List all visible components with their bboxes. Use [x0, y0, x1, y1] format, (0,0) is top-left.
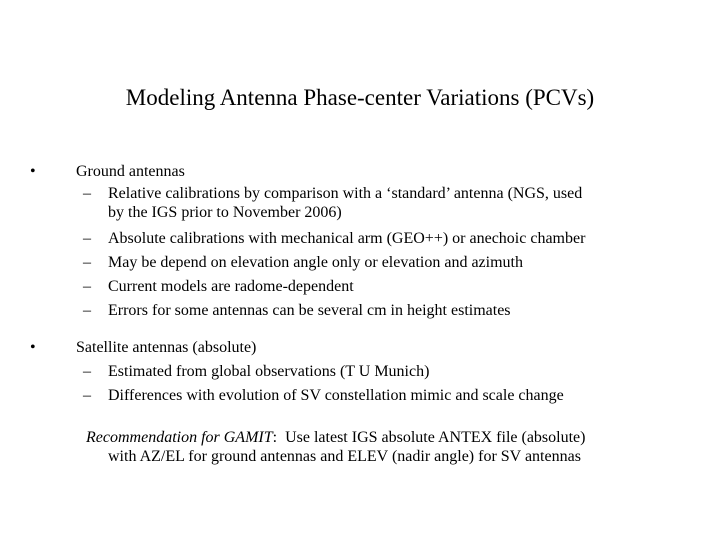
sub-item-text: Differences with evolution of SV constellation mimic and scale change — [108, 387, 564, 404]
sub-list — [30, 360, 700, 408]
sub-item-text: Errors for some antennas can be several cm in height estimates — [108, 302, 511, 319]
bullet-satellite-antennas — [30, 336, 700, 408]
bullet-text: Satellite antennas (absolute) — [76, 339, 257, 356]
bullet-marker: • — [30, 163, 36, 180]
bullet-row — [30, 160, 700, 184]
slide-title: Modeling Antenna Phase-center Variations (PCVs) — [125, 85, 595, 110]
bullet-ground-antennas — [30, 160, 700, 323]
dash-marker: – — [83, 278, 91, 295]
sub-item-text: Relative calibrations by comparison with a ‘standard’ antenna (NGS, used — [108, 185, 583, 202]
note-label: Recommendation for GAMIT — [86, 429, 273, 446]
dash-marker: – — [83, 185, 91, 202]
sub-list — [30, 184, 700, 323]
sub-item-text: by the IGS prior to November 2006) — [108, 204, 342, 221]
sub-item — [30, 360, 700, 384]
sub-item-text: Absolute calibrations with mechanical arm (GEO++) or anechoic chamber — [108, 230, 586, 247]
sub-item — [30, 227, 700, 251]
sub-item — [30, 275, 700, 299]
dash-marker: – — [83, 387, 91, 404]
dash-marker: – — [83, 230, 91, 247]
sub-item-text: Current models are radome-dependent — [108, 278, 354, 295]
note-text-2: with AZ/EL for ground antennas and ELEV (nadir angle) for SV antennas — [108, 448, 581, 465]
recommendation-note — [86, 428, 706, 466]
dash-marker: – — [83, 363, 91, 380]
bullet-text: Ground antennas — [76, 163, 185, 180]
note-line-1 — [86, 428, 706, 447]
sub-item — [30, 299, 700, 323]
sub-item-text: May be depend on elevation angle only or elevation and azimuth — [108, 254, 523, 271]
bullet-row — [30, 336, 700, 360]
sub-item — [30, 384, 700, 408]
dash-marker: – — [83, 302, 91, 319]
bullet-marker: • — [30, 339, 36, 356]
note-separator: : — [272, 429, 278, 446]
dash-marker: – — [83, 254, 91, 271]
sub-item — [30, 251, 700, 275]
sub-item-text: Estimated from global observations (T U Munich) — [108, 363, 430, 380]
sub-item — [30, 184, 700, 227]
note-text-1: Use latest IGS absolute ANTEX file (absolute) — [285, 429, 586, 446]
